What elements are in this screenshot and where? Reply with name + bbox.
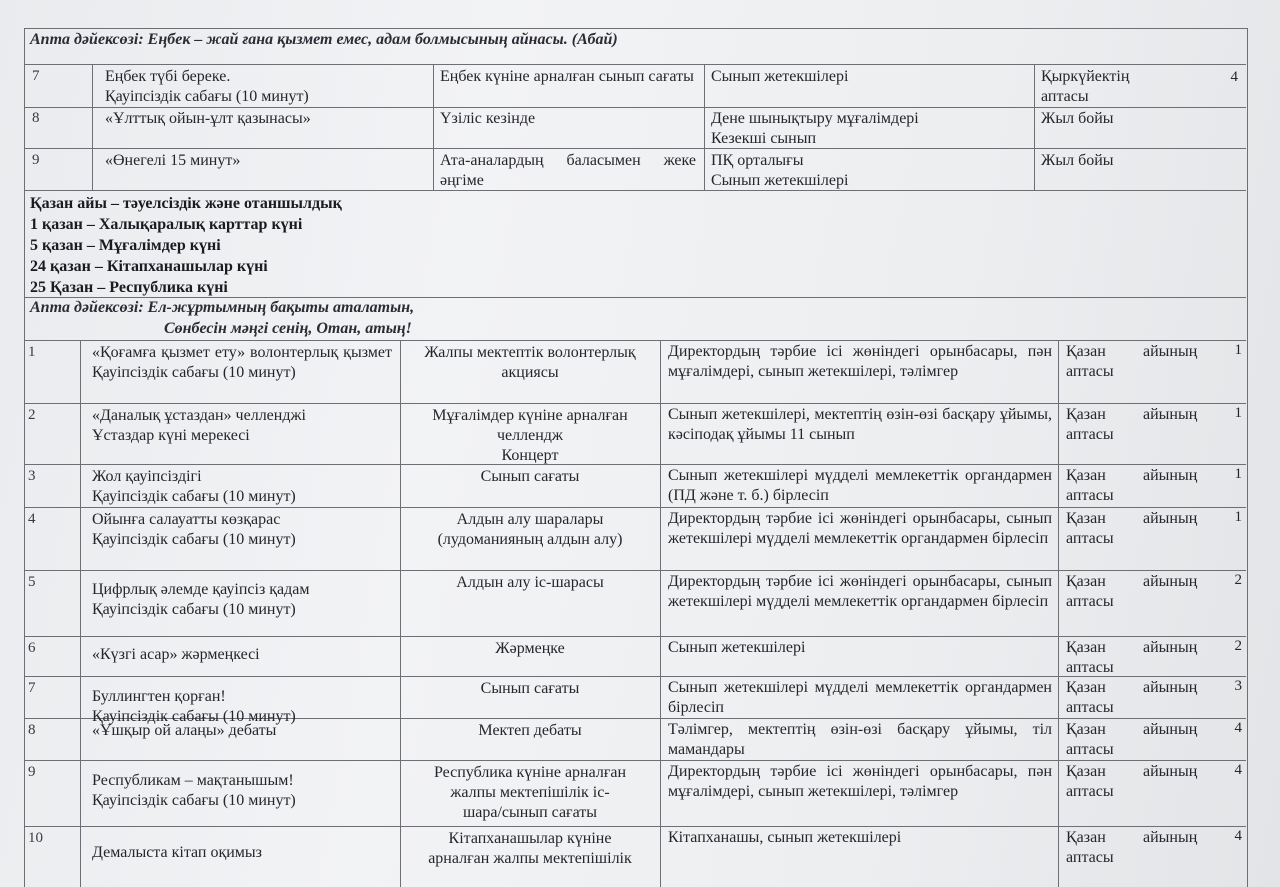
- holiday-date: 1 қазан – Халықаралық карттар күні: [30, 216, 303, 233]
- event-form: Алдын алу іс-шарасы: [456, 574, 604, 591]
- event-responsible: Тәлімгер, мектептің өзін-өзі басқару ұйымы, тіл мамандары: [668, 721, 1052, 758]
- row-number: 6: [28, 640, 36, 656]
- event-term: Қазан айының 2 аптасы: [1066, 638, 1242, 676]
- event-term: Қазан айының 1 аптасы: [1066, 342, 1242, 380]
- event-term: Қазан айының 4 аптасы: [1066, 720, 1242, 758]
- row-number: 8: [32, 110, 40, 126]
- event-responsible: Сынып жетекшілері: [668, 639, 806, 656]
- week-quote-september: Апта дәйексөзі: Еңбек – жай ғана қызмет емес, адам болмысының айнасы. (Абай): [30, 31, 618, 48]
- holiday-date: 24 қазан – Кітапханашылар күні: [30, 258, 268, 275]
- event-responsible: Сынып жетекшілері мүдделі мемлекеттік органдармен (ПД және т. б.) бірлесіп: [668, 467, 1052, 504]
- event-responsible: Сынып жетекшілері: [711, 68, 849, 85]
- event-responsible: Директордың тәрбие ісі жөніндегі орынбасары, сынып жетекшілері мүдделі мемлекеттік органдармен бірлесіп: [668, 573, 1052, 610]
- holiday-date: 25 Қазан – Республика күні: [30, 279, 228, 296]
- event-responsible: Дене шынықтыру мұғалімдері Кезекші сынып: [711, 110, 919, 147]
- event-term: Қазан айының 1 аптасы: [1066, 509, 1242, 547]
- event-term: Жыл бойы: [1041, 110, 1114, 127]
- event-form: Мектеп дебаты: [478, 722, 582, 739]
- event-form: Сынып сағаты: [480, 680, 580, 697]
- event-form: Алдын алу шаралары (лудоманияның алдын алу): [437, 511, 623, 548]
- event-term: Қазан айының 4 аптасы: [1066, 762, 1242, 800]
- row-number: 5: [28, 574, 36, 590]
- event-term: Қазан айының 4 аптасы: [1066, 828, 1242, 866]
- event-responsible: Сынып жетекшілері, мектептің өзін-өзі басқару ұйымы, кәсіподақ ұйымы 11 сынып: [668, 406, 1052, 443]
- week-quote-october-line1: Апта дәйексөзі: Ел-жұртымның бақыты аталатын,: [30, 299, 415, 316]
- row-number: 1: [28, 344, 36, 360]
- row-number: 9: [32, 152, 40, 168]
- event-form: Үзіліс кезінде: [440, 110, 536, 127]
- event-name: «Күзгі асар» жәрмеңкесі: [92, 646, 260, 663]
- row-number: 7: [32, 68, 40, 84]
- event-term: Қазан айының 2 аптасы: [1066, 572, 1242, 610]
- event-name: Цифрлық әлемде қауіпсіз қадам Қауіпсіздік сабағы (10 минут): [92, 581, 310, 618]
- event-form: Республика күніне арналған жалпы мектепішілік іс- шара/сынып сағаты: [433, 764, 627, 821]
- holiday-date: 5 қазан – Мұғалімдер күні: [30, 237, 221, 254]
- event-form: Мұғалімдер күніне арналған челлендж Концерт: [432, 407, 628, 464]
- event-name: Еңбек түбі береке. Қауіпсіздік сабағы (10 минут): [105, 68, 309, 105]
- event-term: Жыл бойы: [1041, 152, 1114, 169]
- row-number: 3: [28, 468, 36, 484]
- event-term: Қазан айының 1 аптасы: [1066, 466, 1242, 504]
- row-number: 8: [28, 722, 36, 738]
- event-name: «Қоғамға қызмет ету» волонтерлық қызмет Қауіпсіздік сабағы (10 минут): [92, 344, 392, 381]
- event-form: Ата-аналардың баласымен жеке әңгіме: [440, 152, 696, 189]
- event-term: Қазан айының 3 аптасы: [1066, 678, 1242, 716]
- event-form: Жалпы мектептік волонтерлық акциясы: [424, 344, 636, 381]
- row-number: 10: [28, 830, 43, 846]
- row-number: 2: [28, 407, 36, 423]
- event-responsible: Кітапханашы, сынып жетекшілері: [668, 829, 902, 846]
- event-form: Еңбек күніне арналған сынып сағаты: [440, 68, 694, 85]
- event-name: Ойынға салауатты көзқарас Қауіпсіздік сабағы (10 минут): [92, 511, 296, 548]
- event-responsible: ПҚ орталығы Сынып жетекшілері: [711, 152, 849, 189]
- row-number: 9: [28, 764, 36, 780]
- event-name: «Даналық ұстаздан» челленджі Ұстаздар күні мерекесі: [92, 407, 306, 444]
- row-number: 7: [28, 680, 36, 696]
- event-responsible: Директордың тәрбие ісі жөніндегі орынбасары, пән мұғалімдері, сынып жетекшілері, тәлімгер: [668, 343, 1052, 380]
- event-term: Қыркүйектің 4 аптасы: [1041, 68, 1238, 105]
- event-form: Сынып сағаты: [480, 468, 580, 485]
- event-form: Жәрмеңке: [495, 640, 565, 657]
- event-name: «Ұшқыр ой алаңы» дебаты: [92, 722, 277, 739]
- october-header: [30, 193, 342, 298]
- event-form: Кітапханашылар күніне арналған жалпы мектепішілік: [428, 830, 632, 867]
- month-title: Қазан айы – тәуелсіздік және отаншылдық: [30, 195, 342, 212]
- event-term: Қазан айының 1 аптасы: [1066, 405, 1242, 443]
- event-responsible: Директордың тәрбие ісі жөніндегі орынбасары, пән мұғалімдері, сынып жетекшілері, тәлімгер: [668, 763, 1052, 800]
- event-name: Буллингтен қорған! Қауіпсіздік сабағы (10 минут): [92, 688, 296, 725]
- week-quote-october-line2: Сөнбесін мәңгі сенің, Отан, атың!: [164, 320, 412, 337]
- event-responsible: Сынып жетекшілері мүдделі мемлекеттік органдармен бірлесіп: [668, 679, 1052, 716]
- row-number: 4: [28, 511, 36, 527]
- event-name: Жол қауіпсіздігі Қауіпсіздік сабағы (10 минут): [92, 468, 296, 505]
- event-name: Республикам – мақтанышым! Қауіпсіздік сабағы (10 минут): [92, 772, 296, 809]
- event-responsible: Директордың тәрбие ісі жөніндегі орынбасары, сынып жетекшілері мүдделі мемлекеттік органдармен бірлесіп: [668, 510, 1052, 547]
- event-name: Демалыста кітап оқимыз: [92, 844, 262, 861]
- event-name: «Ұлттық ойын-ұлт қазынасы»: [105, 110, 311, 127]
- event-name: «Өнегелі 15 минут»: [105, 152, 241, 169]
